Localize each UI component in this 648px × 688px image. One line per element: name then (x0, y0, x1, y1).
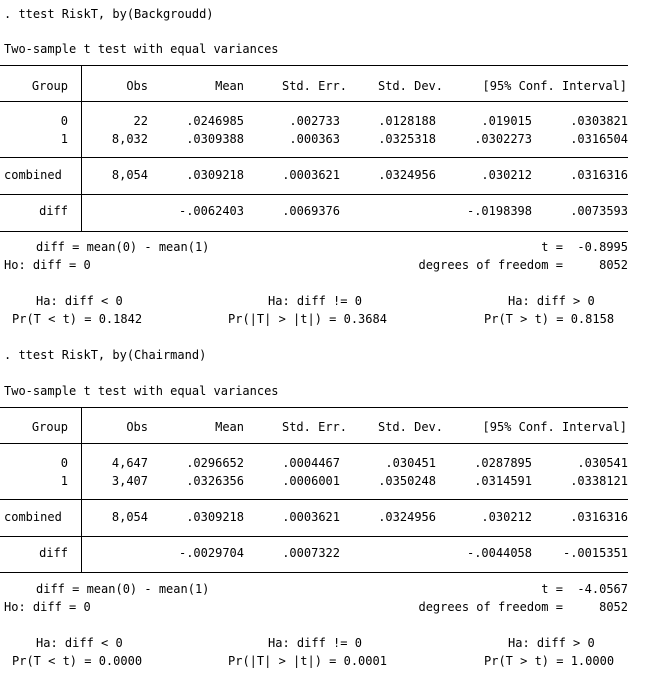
p-value-left: Pr(T < t) = 0.1842 (12, 312, 143, 326)
cell-ci-high: .0303821 (570, 114, 628, 128)
cell-obs: 4,647 (111, 456, 148, 470)
cell-mean: .0309218 (186, 510, 244, 524)
cell-std-dev: .0325318 (378, 132, 436, 146)
cell-ci-high: .0073593 (570, 204, 628, 218)
command-line: . ttest RiskT, by(Chairmand) (4, 348, 207, 362)
combined-rule (0, 157, 628, 158)
cell-obs: 8,054 (111, 510, 148, 524)
p-value-two-sided: Pr(|T| > |t|) = 0.0001 (228, 654, 387, 668)
test-subtitle: Two-sample t test with equal variances (4, 42, 279, 56)
header-group: Group (31, 79, 68, 93)
cell-std-err: .0003621 (282, 168, 340, 182)
header-group: Group (31, 420, 68, 434)
header-obs: Obs (126, 79, 148, 93)
header-std-dev: Std. Dev. (377, 420, 443, 434)
header-rule (0, 443, 628, 444)
cell-ci-low: -.0198398 (466, 204, 532, 218)
cell-std-err: .0004467 (282, 456, 340, 470)
cell-std-err: .0069376 (282, 204, 340, 218)
cell-group: diff (39, 546, 68, 560)
alt-hypothesis-two-sided: Ha: diff != 0 (268, 294, 362, 308)
group-separator-rule (81, 407, 82, 573)
cell-std-dev: .0324956 (378, 168, 436, 182)
header-std-err: Std. Err. (281, 79, 347, 93)
cell-ci-low: .0302273 (474, 132, 532, 146)
command-line: . ttest RiskT, by(Backgroudd) (4, 7, 214, 21)
p-value-right: Pr(T > t) = 1.0000 (484, 654, 615, 668)
table-top-rule (0, 407, 628, 408)
group-separator-rule (81, 65, 82, 232)
cell-ci-high: -.0015351 (562, 546, 628, 560)
t-statistic: t = -4.0567 (541, 582, 628, 596)
header-mean: Mean (215, 79, 244, 93)
cell-obs: 22 (133, 114, 148, 128)
table-top-rule (0, 65, 628, 66)
p-value-two-sided: Pr(|T| > |t|) = 0.3684 (228, 312, 387, 326)
t-statistic: t = -0.8995 (541, 240, 628, 254)
header-obs: Obs (126, 420, 148, 434)
p-value-right: Pr(T > t) = 0.8158 (484, 312, 615, 326)
cell-group: 1 (60, 474, 68, 488)
cell-ci-high: .0316316 (570, 510, 628, 524)
cell-std-dev: .030451 (385, 456, 436, 470)
cell-std-err: .0003621 (282, 510, 340, 524)
cell-group: 1 (60, 132, 68, 146)
header-rule (0, 101, 628, 102)
cell-ci-high: .0316316 (570, 168, 628, 182)
cell-obs: 8,032 (111, 132, 148, 146)
cell-mean: .0309388 (186, 132, 244, 146)
null-hypothesis: Ho: diff = 0 (4, 600, 91, 614)
cell-std-err: .000363 (289, 132, 340, 146)
diff-definition: diff = mean(0) - mean(1) (36, 240, 210, 254)
cell-std-dev: .0324956 (378, 510, 436, 524)
table-bottom-rule (0, 231, 628, 232)
cell-ci-high: .030541 (577, 456, 628, 470)
header-conf-interval: [95% Conf. Interval] (482, 420, 627, 434)
cell-ci-low: .019015 (481, 114, 532, 128)
cell-ci-low: .0287895 (474, 456, 532, 470)
alt-hypothesis-left: Ha: diff < 0 (36, 636, 123, 650)
header-std-dev: Std. Dev. (377, 79, 443, 93)
cell-obs: 3,407 (111, 474, 148, 488)
header-mean: Mean (215, 420, 244, 434)
cell-ci-low: .030212 (481, 168, 532, 182)
cell-ci-low: .0314591 (474, 474, 532, 488)
alt-hypothesis-left: Ha: diff < 0 (36, 294, 123, 308)
cell-mean: .0326356 (186, 474, 244, 488)
cell-group: combined (4, 168, 62, 182)
combined-rule (0, 499, 628, 500)
cell-mean: .0309218 (186, 168, 244, 182)
header-std-err: Std. Err. (281, 420, 347, 434)
diff-rule (0, 536, 628, 537)
alt-hypothesis-two-sided: Ha: diff != 0 (268, 636, 362, 650)
null-hypothesis: Ho: diff = 0 (4, 258, 91, 272)
cell-group: 0 (60, 456, 68, 470)
cell-std-dev: .0350248 (378, 474, 436, 488)
cell-std-err: .002733 (289, 114, 340, 128)
cell-std-dev: .0128188 (378, 114, 436, 128)
diff-definition: diff = mean(0) - mean(1) (36, 582, 210, 596)
cell-std-err: .0006001 (282, 474, 340, 488)
p-value-left: Pr(T < t) = 0.0000 (12, 654, 143, 668)
diff-rule (0, 194, 628, 195)
cell-group: diff (39, 204, 68, 218)
cell-mean: -.0062403 (178, 204, 244, 218)
header-conf-interval: [95% Conf. Interval] (482, 79, 627, 93)
alt-hypothesis-right: Ha: diff > 0 (508, 294, 595, 308)
table-bottom-rule (0, 572, 628, 573)
cell-mean: .0296652 (186, 456, 244, 470)
test-subtitle: Two-sample t test with equal variances (4, 384, 279, 398)
alt-hypothesis-right: Ha: diff > 0 (508, 636, 595, 650)
cell-mean: -.0029704 (178, 546, 244, 560)
cell-ci-low: -.0044058 (466, 546, 532, 560)
cell-mean: .0246985 (186, 114, 244, 128)
cell-group: 0 (60, 114, 68, 128)
cell-ci-high: .0316504 (570, 132, 628, 146)
cell-group: combined (4, 510, 62, 524)
cell-std-err: .0007322 (282, 546, 340, 560)
degrees-of-freedom: degrees of freedom = 8052 (418, 258, 628, 272)
cell-ci-high: .0338121 (570, 474, 628, 488)
cell-obs: 8,054 (111, 168, 148, 182)
cell-ci-low: .030212 (481, 510, 532, 524)
degrees-of-freedom: degrees of freedom = 8052 (418, 600, 628, 614)
